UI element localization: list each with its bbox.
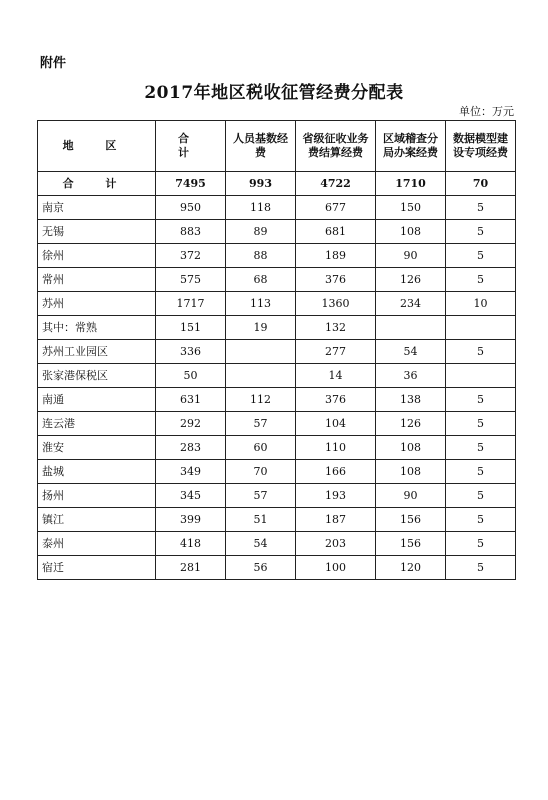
table-row	[38, 436, 516, 460]
cell-data-model: 5	[446, 412, 516, 436]
cell-data-model: 5	[446, 268, 516, 292]
cell-region: 南京	[38, 196, 156, 220]
cell-region: 宿迁	[38, 556, 156, 580]
cell-provincial: 104	[296, 412, 376, 436]
cell-region: 徐州	[38, 244, 156, 268]
cell-regional-audit: 36	[376, 364, 446, 388]
cell-total: 950	[156, 196, 226, 220]
table-row	[38, 412, 516, 436]
cell-regional-audit: 90	[376, 484, 446, 508]
total-regional-audit: 1710	[376, 172, 446, 196]
cell-data-model: 5	[446, 508, 516, 532]
table-row	[38, 268, 516, 292]
cell-data-model: 5	[446, 220, 516, 244]
cell-provincial: 376	[296, 388, 376, 412]
cell-total: 631	[156, 388, 226, 412]
cell-provincial: 681	[296, 220, 376, 244]
cell-total: 1717	[156, 292, 226, 316]
cell-regional-audit: 126	[376, 412, 446, 436]
cell-personnel	[226, 340, 296, 364]
cell-total: 292	[156, 412, 226, 436]
cell-total: 281	[156, 556, 226, 580]
cell-regional-audit: 234	[376, 292, 446, 316]
cell-personnel: 60	[226, 436, 296, 460]
table-row	[38, 196, 516, 220]
cell-data-model	[446, 364, 516, 388]
header-region: 地 区	[38, 121, 156, 172]
cell-personnel: 70	[226, 460, 296, 484]
total-row	[38, 172, 516, 196]
cell-regional-audit: 156	[376, 532, 446, 556]
table-row	[38, 556, 516, 580]
cell-data-model: 5	[446, 340, 516, 364]
cell-total: 345	[156, 484, 226, 508]
cell-data-model: 5	[446, 196, 516, 220]
cell-regional-audit: 138	[376, 388, 446, 412]
cell-provincial: 166	[296, 460, 376, 484]
cell-provincial: 376	[296, 268, 376, 292]
cell-total: 349	[156, 460, 226, 484]
cell-region: 常州	[38, 268, 156, 292]
cell-region: 无锡	[38, 220, 156, 244]
table-row	[38, 244, 516, 268]
table-row	[38, 340, 516, 364]
cell-provincial: 189	[296, 244, 376, 268]
cell-total: 50	[156, 364, 226, 388]
header-row	[38, 121, 516, 172]
cell-region: 张家港保税区	[38, 364, 156, 388]
cell-personnel: 54	[226, 532, 296, 556]
table-row	[38, 532, 516, 556]
cell-personnel	[226, 364, 296, 388]
cell-personnel: 57	[226, 484, 296, 508]
cell-total: 418	[156, 532, 226, 556]
cell-regional-audit: 120	[376, 556, 446, 580]
cell-regional-audit: 54	[376, 340, 446, 364]
cell-personnel: 56	[226, 556, 296, 580]
cell-regional-audit: 108	[376, 460, 446, 484]
table-row	[38, 388, 516, 412]
cell-data-model: 10	[446, 292, 516, 316]
cell-data-model: 5	[446, 244, 516, 268]
cell-regional-audit: 108	[376, 220, 446, 244]
cell-data-model: 5	[446, 460, 516, 484]
cell-provincial: 132	[296, 316, 376, 340]
cell-region: 其中：常熟	[38, 316, 156, 340]
cell-region: 苏州	[38, 292, 156, 316]
cell-total: 151	[156, 316, 226, 340]
fee-allocation-table	[37, 120, 516, 580]
table-row	[38, 460, 516, 484]
cell-data-model: 5	[446, 484, 516, 508]
cell-personnel: 118	[226, 196, 296, 220]
header-regional-audit: 区域稽查分局办案经费	[376, 121, 446, 172]
cell-personnel: 19	[226, 316, 296, 340]
table-row	[38, 508, 516, 532]
cell-regional-audit: 150	[376, 196, 446, 220]
cell-regional-audit	[376, 316, 446, 340]
page-title: 2017年地区税收征管经费分配表	[144, 83, 404, 103]
unit-label: 单位：万元	[459, 105, 514, 118]
cell-provincial: 100	[296, 556, 376, 580]
table-row	[38, 292, 516, 316]
cell-provincial: 14	[296, 364, 376, 388]
cell-region: 南通	[38, 388, 156, 412]
header-data-model: 数据模型建设专项经费	[446, 121, 516, 172]
cell-provincial: 110	[296, 436, 376, 460]
cell-personnel: 112	[226, 388, 296, 412]
cell-data-model: 5	[446, 556, 516, 580]
cell-data-model: 5	[446, 388, 516, 412]
cell-data-model: 5	[446, 436, 516, 460]
cell-personnel: 88	[226, 244, 296, 268]
header-personnel: 人员基数经费	[226, 121, 296, 172]
total-label: 合 计	[38, 172, 156, 196]
cell-personnel: 113	[226, 292, 296, 316]
header-total: 合 计	[156, 121, 226, 172]
cell-region: 镇江	[38, 508, 156, 532]
cell-regional-audit: 126	[376, 268, 446, 292]
cell-total: 575	[156, 268, 226, 292]
cell-provincial: 277	[296, 340, 376, 364]
cell-total: 283	[156, 436, 226, 460]
cell-region: 苏州工业园区	[38, 340, 156, 364]
table-row	[38, 316, 516, 340]
cell-data-model	[446, 316, 516, 340]
cell-provincial: 193	[296, 484, 376, 508]
cell-region: 淮安	[38, 436, 156, 460]
cell-personnel: 68	[226, 268, 296, 292]
cell-total: 336	[156, 340, 226, 364]
cell-regional-audit: 156	[376, 508, 446, 532]
cell-total: 372	[156, 244, 226, 268]
cell-region: 盐城	[38, 460, 156, 484]
cell-personnel: 89	[226, 220, 296, 244]
cell-provincial: 677	[296, 196, 376, 220]
total-data-model: 70	[446, 172, 516, 196]
cell-total: 399	[156, 508, 226, 532]
cell-total: 883	[156, 220, 226, 244]
cell-provincial: 203	[296, 532, 376, 556]
attachment-label: 附件	[40, 56, 67, 71]
cell-region: 连云港	[38, 412, 156, 436]
cell-regional-audit: 90	[376, 244, 446, 268]
table-row	[38, 364, 516, 388]
total-total: 7495	[156, 172, 226, 196]
cell-provincial: 1360	[296, 292, 376, 316]
header-provincial: 省级征收业务费结算经费	[296, 121, 376, 172]
table-row	[38, 484, 516, 508]
cell-data-model: 5	[446, 532, 516, 556]
table-row	[38, 220, 516, 244]
total-personnel: 993	[226, 172, 296, 196]
cell-region: 泰州	[38, 532, 156, 556]
cell-personnel: 57	[226, 412, 296, 436]
cell-regional-audit: 108	[376, 436, 446, 460]
total-provincial: 4722	[296, 172, 376, 196]
cell-personnel: 51	[226, 508, 296, 532]
cell-region: 扬州	[38, 484, 156, 508]
cell-provincial: 187	[296, 508, 376, 532]
